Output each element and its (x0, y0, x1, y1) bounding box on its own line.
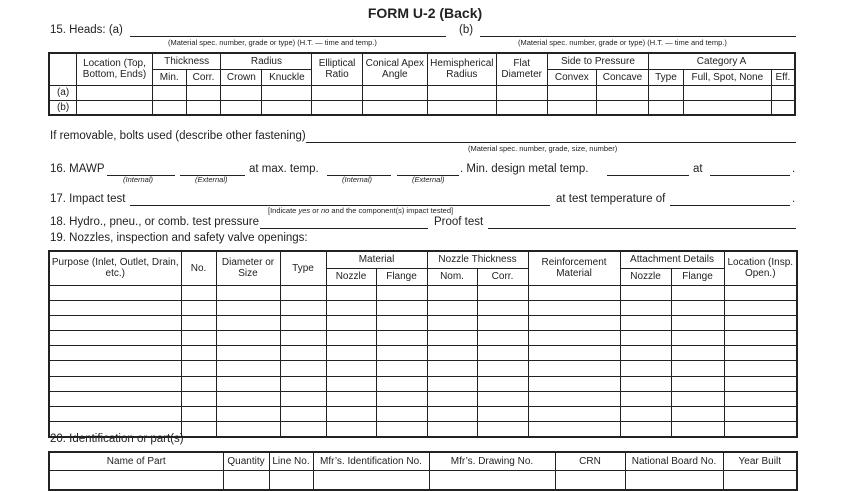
ident-col-quantity: Quantity (223, 452, 269, 470)
ident-col-mfr-id: Mfr’s. Identification No. (313, 452, 429, 470)
nozzle-cell[interactable] (620, 407, 671, 422)
nozzles-col-thickness: Nozzle Thickness (427, 251, 528, 268)
nozzle-cell[interactable] (620, 315, 671, 330)
nozzle-cell[interactable] (671, 361, 724, 376)
nozzle-cell[interactable] (477, 376, 528, 391)
nozzle-cell[interactable] (528, 300, 620, 315)
heads-cell[interactable] (683, 100, 771, 115)
nozzle-cell[interactable] (216, 300, 280, 315)
mawp-internal-caption: (Internal) (123, 175, 154, 184)
bolts-field[interactable] (306, 142, 796, 143)
heads-cell[interactable] (221, 100, 262, 115)
heads-cell[interactable] (547, 85, 596, 100)
heads-col-thickness: Thickness (152, 53, 221, 69)
nozzle-cell[interactable] (671, 300, 724, 315)
nozzle-cell[interactable] (181, 331, 216, 346)
nozzle-cell[interactable] (427, 346, 477, 361)
heads-cell[interactable] (771, 100, 795, 115)
mawp-label: 16. MAWP (50, 163, 105, 175)
nozzles-col-att-flange: Flange (671, 268, 724, 285)
heads-col-side: Side to Pressure (547, 53, 648, 69)
nozzle-cell[interactable] (427, 300, 477, 315)
bolts-caption: (Material spec. number, grade, size, number) (468, 144, 618, 153)
nozzle-cell[interactable] (280, 331, 326, 346)
heads-row-a-label: (a) (49, 85, 77, 100)
nozzle-cell[interactable] (620, 376, 671, 391)
mawp-at-max-temp: at max. temp. (249, 163, 319, 175)
nozzle-cell[interactable] (181, 391, 216, 406)
nozzle-cell[interactable] (477, 285, 528, 300)
heads-col-radius: Radius (221, 53, 312, 69)
nozzles-col-location: Location (Insp. Open.) (724, 251, 797, 285)
nozzle-cell[interactable] (620, 285, 671, 300)
nozzle-cell[interactable] (620, 422, 671, 437)
nozzle-cell[interactable] (376, 376, 427, 391)
mawp-at-field[interactable] (710, 175, 790, 176)
nozzle-cell[interactable] (216, 346, 280, 361)
nozzle-cell[interactable] (724, 422, 797, 437)
heads-b-label: (b) (459, 24, 474, 36)
form-title: FORM U-2 (Back) (367, 5, 483, 21)
heads-a-caption: (Material spec. number, grade or type) (H.T. — time and temp.) (168, 38, 377, 47)
nozzle-cell[interactable] (216, 391, 280, 406)
heads-col-eff: Eff. (771, 69, 795, 85)
nozzle-cell[interactable] (427, 315, 477, 330)
nozzles-col-purpose: Purpose (Inlet, Outlet, Drain, etc.) (49, 251, 181, 285)
nozzle-cell[interactable] (216, 407, 280, 422)
nozzle-cell[interactable] (427, 407, 477, 422)
heads-cell[interactable] (362, 100, 427, 115)
nozzle-cell[interactable] (671, 315, 724, 330)
heads-col-knuckle: Knuckle (262, 69, 312, 85)
nozzle-cell[interactable] (724, 407, 797, 422)
nozzle-cell[interactable] (376, 346, 427, 361)
ident-cell[interactable] (723, 470, 797, 490)
nozzle-cell[interactable] (280, 407, 326, 422)
nozzles-col-att-nozzle: Nozzle (620, 268, 671, 285)
ident-cell[interactable] (555, 470, 625, 490)
ident-col-line: Line No. (269, 452, 313, 470)
nozzle-cell[interactable] (671, 391, 724, 406)
nozzle-cell[interactable] (528, 407, 620, 422)
heads-cell[interactable] (186, 85, 221, 100)
nozzle-cell[interactable] (376, 300, 427, 315)
nozzle-cell[interactable] (326, 407, 376, 422)
heads-cell[interactable] (649, 85, 684, 100)
bolts-label: If removable, bolts used (describe other fastening) (50, 130, 306, 142)
nozzle-cell[interactable] (427, 422, 477, 437)
nozzle-cell[interactable] (49, 407, 181, 422)
heads-cell[interactable] (152, 85, 186, 100)
nozzle-cell[interactable] (326, 300, 376, 315)
nozzle-cell[interactable] (620, 391, 671, 406)
nozzle-cell[interactable] (326, 376, 376, 391)
nozzles-col-corr: Corr. (477, 268, 528, 285)
nozzle-cell[interactable] (427, 285, 477, 300)
proof-label: Proof test (434, 216, 484, 228)
ident-col-crn: CRN (555, 452, 625, 470)
nozzles-col-type: Type (280, 251, 326, 285)
heads-row-b-label: (b) (49, 100, 77, 115)
nozzle-cell[interactable] (376, 331, 427, 346)
nozzle-cell[interactable] (477, 361, 528, 376)
heads-cell[interactable] (262, 85, 312, 100)
heads-cell[interactable] (428, 85, 497, 100)
nozzle-cell[interactable] (181, 285, 216, 300)
nozzle-cell[interactable] (376, 391, 427, 406)
nozzles-col-material: Material (326, 251, 427, 268)
heads-a-field[interactable] (130, 36, 446, 37)
nozzle-cell[interactable] (528, 391, 620, 406)
nozzle-cell[interactable] (671, 346, 724, 361)
nozzle-cell[interactable] (724, 346, 797, 361)
nozzle-cell[interactable] (724, 300, 797, 315)
nozzle-cell[interactable] (528, 361, 620, 376)
nozzle-cell[interactable] (49, 391, 181, 406)
heads-table (48, 52, 796, 116)
nozzle-cell[interactable] (671, 331, 724, 346)
nozzle-cell[interactable] (280, 376, 326, 391)
heads-col-location: Location (Top, Bottom, Ends) (77, 53, 153, 85)
mawp-external-caption: (External) (195, 175, 228, 184)
nozzle-cell[interactable] (326, 315, 376, 330)
nozzle-cell[interactable] (326, 285, 376, 300)
heads-col-fullspot: Full, Spot, None (683, 69, 771, 85)
heads-cell[interactable] (152, 100, 186, 115)
nozzle-cell[interactable] (376, 361, 427, 376)
nozzle-cell[interactable] (528, 331, 620, 346)
mawp-period: . (792, 163, 796, 175)
hydro-label: 18. Hydro., pneu., or comb. test pressure (50, 216, 260, 228)
nozzle-cell[interactable] (724, 285, 797, 300)
nozzles-col-diameter: Diameter or Size (216, 251, 280, 285)
heads-cell[interactable] (221, 85, 262, 100)
nozzle-cell[interactable] (724, 331, 797, 346)
nozzle-cell[interactable] (724, 376, 797, 391)
nozzle-cell[interactable] (181, 315, 216, 330)
heads-cell[interactable] (547, 100, 596, 115)
nozzle-cell[interactable] (216, 361, 280, 376)
nozzles-col-nozzle: Nozzle (326, 268, 376, 285)
nozzle-cell[interactable] (181, 422, 216, 437)
nozzle-cell[interactable] (477, 391, 528, 406)
nozzles-col-no: No. (181, 251, 216, 285)
ident-col-year: Year Built (723, 452, 797, 470)
nozzle-cell[interactable] (427, 361, 477, 376)
nozzle-cell[interactable] (671, 285, 724, 300)
hydro-field[interactable] (260, 228, 428, 229)
nozzle-cell[interactable] (477, 422, 528, 437)
nozzle-cell[interactable] (280, 300, 326, 315)
heads-cell[interactable] (771, 85, 795, 100)
heads-row-label-header (49, 53, 77, 85)
nozzle-cell[interactable] (181, 300, 216, 315)
nozzle-cell[interactable] (49, 300, 181, 315)
heads-cell[interactable] (496, 100, 547, 115)
heads-col-min: Min. (152, 69, 186, 85)
nozzle-cell[interactable] (280, 285, 326, 300)
temp-internal-caption: (Internal) (342, 175, 373, 184)
nozzle-cell[interactable] (528, 422, 620, 437)
nozzle-cell[interactable] (49, 346, 181, 361)
nozzle-cell[interactable] (376, 285, 427, 300)
heads-b-field[interactable] (480, 36, 796, 37)
heads-cell[interactable] (683, 85, 771, 100)
impact-at-temp-label: at test temperature of (556, 193, 666, 205)
nozzle-cell[interactable] (216, 285, 280, 300)
heads-cell[interactable] (312, 85, 362, 100)
nozzle-cell[interactable] (280, 422, 326, 437)
nozzle-cell[interactable] (49, 285, 181, 300)
ident-col-name: Name of Part (49, 452, 223, 470)
nozzle-cell[interactable] (326, 391, 376, 406)
heads-col-corr: Corr. (186, 69, 221, 85)
heads-cell[interactable] (186, 100, 221, 115)
nozzle-cell[interactable] (49, 315, 181, 330)
nozzles-label: 19. Nozzles, inspection and safety valve openings: (50, 232, 308, 244)
impact-caption: [Indicate yes or no and the component(s) impact tested] (268, 206, 454, 215)
nozzle-cell[interactable] (427, 331, 477, 346)
nozzle-cell[interactable] (326, 422, 376, 437)
ident-cell[interactable] (429, 470, 555, 490)
nozzle-cell[interactable] (216, 376, 280, 391)
nozzles-table (48, 250, 798, 438)
heads-col-elliptical: Elliptical Ratio (312, 53, 362, 85)
heads-col-crown: Crown (221, 69, 262, 85)
heads-col-category: Category A (649, 53, 795, 69)
ident-col-nb: National Board No. (625, 452, 723, 470)
nozzle-cell[interactable] (280, 315, 326, 330)
nozzle-cell[interactable] (671, 376, 724, 391)
mawp-at-label: at (693, 163, 703, 175)
nozzle-cell[interactable] (620, 331, 671, 346)
nozzle-cell[interactable] (477, 315, 528, 330)
heads-cell[interactable] (496, 85, 547, 100)
nozzle-cell[interactable] (724, 361, 797, 376)
nozzle-cell[interactable] (671, 407, 724, 422)
nozzle-cell[interactable] (376, 407, 427, 422)
nozzle-cell[interactable] (216, 331, 280, 346)
heads-cell[interactable] (596, 85, 648, 100)
nozzle-cell[interactable] (326, 361, 376, 376)
nozzle-cell[interactable] (181, 407, 216, 422)
nozzle-cell[interactable] (376, 422, 427, 437)
ident-col-mfr-drawing: Mfr’s. Drawing No. (429, 452, 555, 470)
nozzles-col-attachment: Attachment Details (620, 251, 724, 268)
ident-table (48, 451, 798, 491)
heads-col-hemispherical: Hemispherical Radius (428, 53, 497, 85)
nozzle-cell[interactable] (477, 300, 528, 315)
min-design-temp-field[interactable] (607, 175, 689, 176)
nozzle-cell[interactable] (49, 376, 181, 391)
heads-cell[interactable] (77, 85, 153, 100)
heads-cell[interactable] (596, 100, 648, 115)
ident-cell[interactable] (313, 470, 429, 490)
impact-period: . (792, 193, 796, 205)
heads-col-conical: Conical Apex Angle (362, 53, 427, 85)
heads-col-concave: Concave (596, 69, 648, 85)
heads-cell[interactable] (428, 100, 497, 115)
nozzle-cell[interactable] (181, 346, 216, 361)
ident-label: 20. Identification or part(s) (50, 433, 184, 445)
nozzle-cell[interactable] (620, 361, 671, 376)
heads-label: 15. Heads: (a) (50, 24, 123, 36)
ident-cell[interactable] (223, 470, 269, 490)
nozzle-cell[interactable] (280, 391, 326, 406)
nozzle-cell[interactable] (724, 315, 797, 330)
nozzle-cell[interactable] (528, 285, 620, 300)
nozzle-cell[interactable] (280, 361, 326, 376)
heads-col-flat: Flat Diameter (496, 53, 547, 85)
nozzle-cell[interactable] (49, 331, 181, 346)
nozzle-cell[interactable] (49, 361, 181, 376)
nozzle-cell[interactable] (620, 346, 671, 361)
nozzle-cell[interactable] (216, 315, 280, 330)
heads-col-type: Type (649, 69, 684, 85)
nozzles-col-reinforcement: Reinforcement Material (528, 251, 620, 285)
impact-temp-field[interactable] (670, 205, 790, 206)
nozzle-cell[interactable] (620, 300, 671, 315)
heads-col-convex: Convex (547, 69, 596, 85)
heads-cell[interactable] (649, 100, 684, 115)
nozzle-cell[interactable] (181, 376, 216, 391)
heads-cell[interactable] (77, 100, 153, 115)
nozzle-cell[interactable] (477, 346, 528, 361)
nozzles-col-flange: Flange (376, 268, 427, 285)
nozzle-cell[interactable] (528, 376, 620, 391)
ident-cell[interactable] (49, 470, 223, 490)
nozzle-cell[interactable] (427, 391, 477, 406)
nozzle-cell[interactable] (280, 346, 326, 361)
nozzle-cell[interactable] (326, 346, 376, 361)
proof-field[interactable] (488, 228, 796, 229)
nozzle-cell[interactable] (671, 422, 724, 437)
nozzle-cell[interactable] (477, 331, 528, 346)
heads-b-caption: (Material spec. number, grade or type) (H.T. — time and temp.) (518, 38, 727, 47)
nozzle-cell[interactable] (528, 346, 620, 361)
heads-cell[interactable] (262, 100, 312, 115)
nozzle-cell[interactable] (326, 331, 376, 346)
ident-cell[interactable] (269, 470, 313, 490)
nozzle-cell[interactable] (427, 376, 477, 391)
impact-label: 17. Impact test (50, 193, 126, 205)
nozzle-cell[interactable] (528, 315, 620, 330)
nozzle-cell[interactable] (181, 361, 216, 376)
min-design-label: . Min. design metal temp. (460, 163, 589, 175)
nozzle-cell[interactable] (216, 422, 280, 437)
nozzle-cell[interactable] (477, 407, 528, 422)
nozzle-cell[interactable] (724, 391, 797, 406)
nozzles-col-nom: Nom. (427, 268, 477, 285)
temp-external-caption: (External) (412, 175, 445, 184)
ident-cell[interactable] (625, 470, 723, 490)
nozzle-cell[interactable] (376, 315, 427, 330)
heads-cell[interactable] (312, 100, 362, 115)
heads-cell[interactable] (362, 85, 427, 100)
